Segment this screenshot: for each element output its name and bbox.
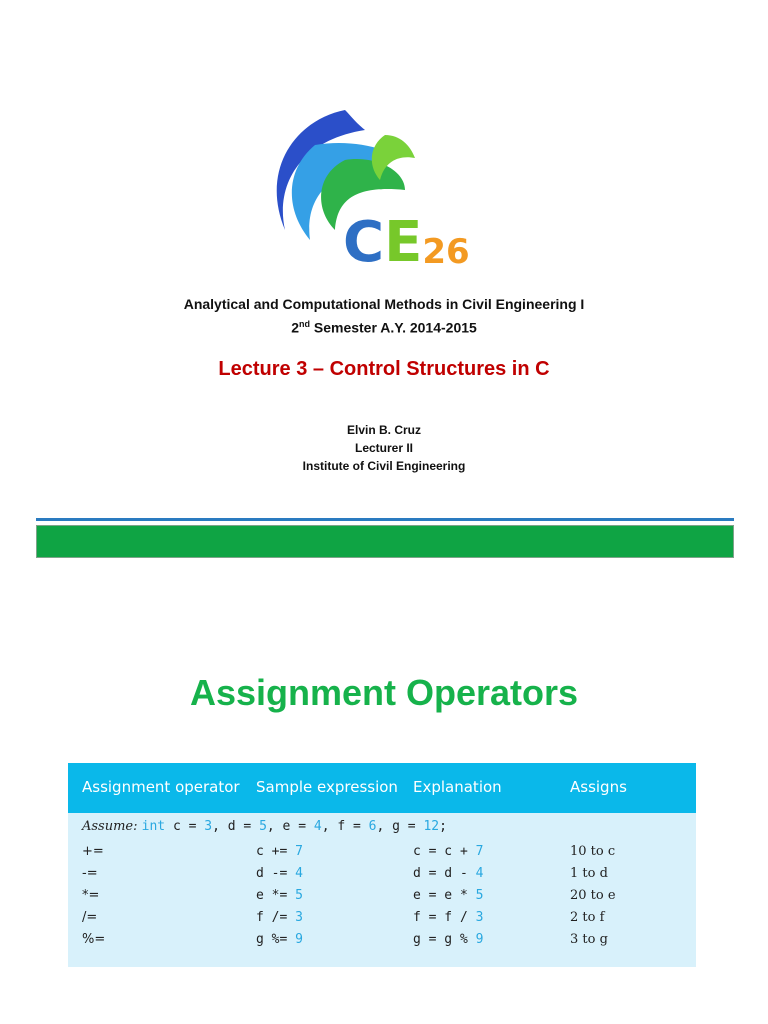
cell-expression (256, 866, 303, 881)
decl-part: , g = (376, 819, 424, 834)
expl-value: 7 (475, 844, 484, 859)
cell-assigns: 10 to c (570, 844, 616, 859)
cell-operator: /= (82, 910, 98, 925)
table-row (68, 888, 696, 910)
cell-assigns: 1 to d (570, 866, 608, 881)
expl-text: c = c + (413, 844, 476, 859)
author-role: Lecturer II (354, 441, 414, 455)
logo-letter-e: E (384, 210, 423, 275)
cell-operator: -= (82, 866, 98, 881)
decl-value: 5 (259, 819, 267, 834)
expl-value: 4 (475, 866, 484, 881)
divider-line (36, 518, 734, 521)
assume-label: Assume: (82, 819, 138, 834)
cell-explanation (413, 888, 483, 903)
course-title: Analytical and Computational Methods in Civil Engineering I (183, 296, 585, 312)
header-assignment-operator: Assignment operator (82, 778, 240, 796)
operators-table (68, 763, 696, 967)
decl-part: ; (439, 819, 447, 834)
table-row (68, 910, 696, 932)
expl-text: e = e * (413, 888, 476, 903)
expl-value: 9 (475, 932, 484, 947)
semester-text: Semester A.Y. 2014-2015 (309, 319, 477, 336)
cell-expression (256, 844, 303, 859)
cell-expression (256, 888, 303, 903)
semester-suffix: nd (298, 319, 310, 329)
cell-explanation (413, 866, 483, 881)
cell-explanation (413, 844, 483, 859)
expr-text: d -= (256, 866, 296, 881)
cell-expression (256, 910, 303, 925)
decl-value: 3 (204, 819, 213, 834)
cell-assigns: 20 to e (570, 888, 616, 903)
expr-value: 9 (295, 932, 303, 947)
table-row (68, 866, 696, 888)
assume-declaration (142, 819, 447, 834)
logo-letter-c: C (343, 210, 385, 275)
header-assigns: Assigns (570, 778, 627, 796)
table-row (68, 932, 696, 954)
expl-value: 5 (475, 888, 484, 903)
cell-operator: %= (82, 932, 106, 947)
header-sample-expression: Sample expression (256, 778, 398, 796)
expr-text: g %= (256, 932, 296, 947)
expr-value: 7 (295, 844, 303, 859)
green-footer-bar (36, 525, 734, 558)
author-name: Elvin B. Cruz (346, 423, 421, 437)
table-header (68, 763, 696, 813)
decl-keyword: int (141, 819, 166, 834)
decl-value: 12 (423, 819, 440, 834)
decl-part: , e = (266, 819, 314, 834)
expl-value: 3 (475, 910, 484, 925)
decl-part: , f = (321, 819, 369, 834)
cell-expression (256, 932, 303, 947)
cell-assigns: 3 to g (570, 932, 608, 947)
logo-wordmark (343, 210, 470, 275)
decl-part: c = (165, 819, 205, 834)
decl-part: , d = (212, 819, 260, 834)
logo-number: 26 (422, 232, 470, 272)
cell-explanation (413, 932, 483, 947)
cell-operator: += (82, 844, 104, 859)
author-block (0, 421, 768, 475)
expr-value: 3 (295, 910, 303, 925)
assume-line (82, 819, 447, 834)
decl-value: 4 (313, 819, 322, 834)
expl-text: d = d - (413, 866, 476, 881)
header-explanation: Explanation (413, 778, 502, 796)
table-row (68, 844, 696, 866)
cell-assigns: 2 to f (570, 910, 605, 925)
assignment-operators-slide (0, 590, 768, 1024)
cell-explanation (413, 910, 483, 925)
expr-text: e *= (256, 888, 296, 903)
expr-text: c += (256, 844, 296, 859)
expl-text: f = f / (413, 910, 476, 925)
cell-operator: *= (82, 888, 100, 903)
expr-value: 4 (295, 866, 303, 881)
decl-value: 6 (368, 819, 377, 834)
author-institute: Institute of Civil Engineering (302, 459, 466, 473)
lecture-title: Lecture 3 – Control Structures in C (218, 358, 550, 380)
expl-text: g = g % (413, 932, 476, 947)
expr-value: 5 (295, 888, 303, 903)
expr-text: f /= (256, 910, 296, 925)
slide-title: Assignment Operators (189, 672, 579, 713)
semester-line (0, 314, 768, 338)
semester-number: 2 (291, 319, 299, 336)
